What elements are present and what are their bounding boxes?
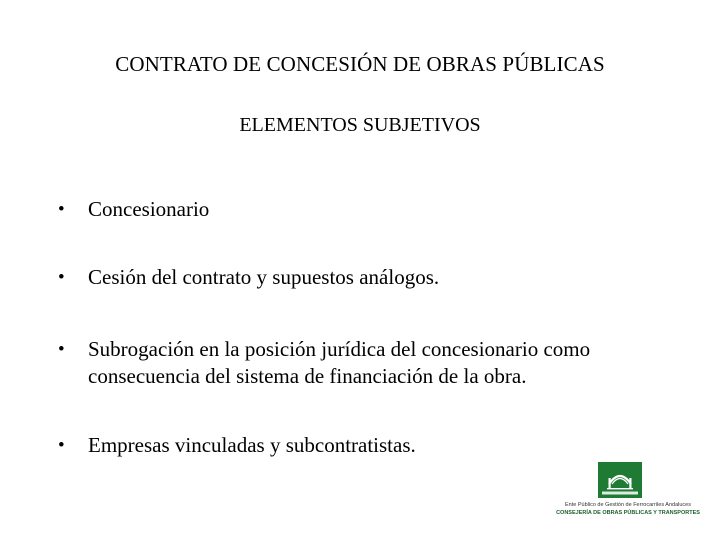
bullet-marker: • [58, 267, 65, 288]
junta-de-andalucia-emblem-icon [598, 462, 642, 498]
bullet-item [58, 432, 698, 459]
bullet-marker: • [58, 339, 65, 360]
logo-caption-entity: Ente Público de Gestión de Ferrocarriles Andaluces [565, 502, 691, 508]
bullet-text: Cesión del contrato y supuestos análogos. [88, 265, 440, 289]
bullet-text: Subrogación en la posición jurídica del concesionario como consecuencia del sistema de financiación de la obra. [88, 337, 591, 388]
organization-logo [548, 462, 708, 522]
bullet-text: Concesionario [88, 197, 210, 221]
bullet-marker: • [58, 199, 65, 220]
bullet-item [58, 196, 698, 223]
bullet-item [58, 264, 698, 291]
logo-caption-ministry: CONSEJERÍA DE OBRAS PÚBLICAS Y TRANSPORTES [556, 510, 700, 516]
slide-subtitle: ELEMENTOS SUBJETIVOS [239, 114, 481, 136]
bullet-item [58, 336, 698, 390]
slide-title: CONTRATO DE CONCESIÓN DE OBRAS PÚBLICAS [115, 52, 605, 76]
bullet-marker: • [58, 435, 65, 456]
bullet-text: Empresas vinculadas y subcontratistas. [88, 433, 416, 457]
